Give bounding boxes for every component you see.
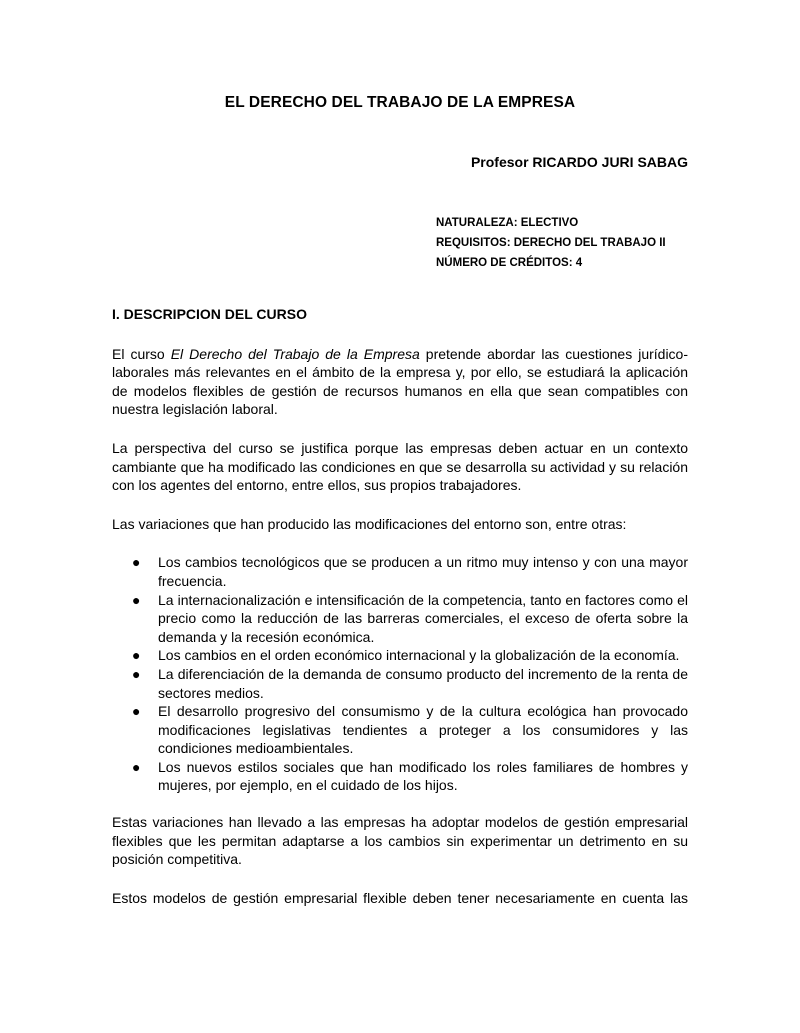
document-body — [112, 305, 688, 927]
bullet-icon: ● — [132, 758, 141, 775]
bullet-icon: ● — [132, 647, 141, 664]
list-item — [112, 646, 688, 665]
document-title: EL DERECHO DEL TRABAJO DE LA EMPRESA — [224, 94, 576, 111]
paragraph-3: Las variaciones que han producido las modificaciones del entorno son, entre otras: — [112, 515, 627, 532]
meta-creditos: NÚMERO DE CRÉDITOS: 4 — [436, 257, 583, 269]
paragraph-1 — [112, 345, 688, 419]
list-item-text: La diferenciación de la demanda de consumo producto del incremento de la renta de sectores medios. — [158, 665, 688, 701]
bullet-icon: ● — [132, 591, 141, 608]
list-item-text: El desarrollo progresivo del consumismo y de la cultura ecológica han provocado modificaciones legislativas tendientes a proteger a los consumidores y las condiciones medioambientales. — [158, 703, 688, 757]
paragraph-5: Estos modelos de gestión empresarial flexible deben tener necesariamente en cuenta las — [112, 889, 688, 906]
list-item-text: La internacionalización e intensificación de la competencia, tanto en factores como el precio como la reducción de las barreras comerciales, el exceso de oferta sobre la demanda y la recesión económica. — [158, 591, 688, 645]
list-item-text: Los nuevos estilos sociales que han modificado los roles familiares de hombres y mujeres, por ejemplo, en el cuidado de los hijos. — [158, 758, 688, 794]
variations-list — [112, 553, 688, 795]
paragraph-1-start: El curso — [112, 345, 171, 362]
list-item — [112, 591, 688, 647]
professor-name: Profesor RICARDO JURI SABAG — [470, 154, 688, 170]
meta-requisitos: REQUISITOS: DERECHO DEL TRABAJO II — [436, 237, 666, 249]
paragraph-1-rest: pretende abordar las cuestiones jurídico-laborales más relevantes en el ámbito de la empresa y, por ello, se estudiará la aplicación de modelos flexibles de gestión de recursos humanos en ella que sean compatibles con nuestra legislación laboral. — [112, 345, 688, 418]
list-item-text: Los cambios tecnológicos que se producen a un ritmo muy intenso y con una mayor frecuencia. — [158, 554, 688, 589]
section-heading: I. DESCRIPCION DEL CURSO — [112, 306, 307, 322]
course-name-italic: El Derecho del Trabajo de la Empresa — [170, 345, 420, 362]
paragraph-4: Estas variaciones han llevado a las empresas ha adoptar modelos de gestión empresarial flexibles que les permitan adaptarse a los cambios sin experimentar un detrimento en su posición competitiva. — [112, 814, 688, 868]
bullet-icon: ● — [132, 554, 141, 571]
bullet-icon: ● — [132, 703, 141, 720]
list-item — [112, 665, 688, 702]
bullet-icon: ● — [132, 665, 141, 682]
course-meta — [436, 213, 666, 273]
list-item — [112, 553, 688, 590]
list-item-text: Los cambios en el orden económico internacional y la globalización de la economía. — [158, 647, 680, 664]
paragraph-2: La perspectiva del curso se justifica porque las empresas deben actuar en un contexto cambiante que ha modificado las condiciones en que se desarrolla su actividad y su relación con los agentes del entorno, entre ellos, sus propios trabajadores. — [112, 439, 688, 494]
meta-naturaleza: NATURALEZA: ELECTIVO — [436, 217, 579, 229]
list-item — [112, 758, 688, 795]
list-item — [112, 702, 688, 758]
